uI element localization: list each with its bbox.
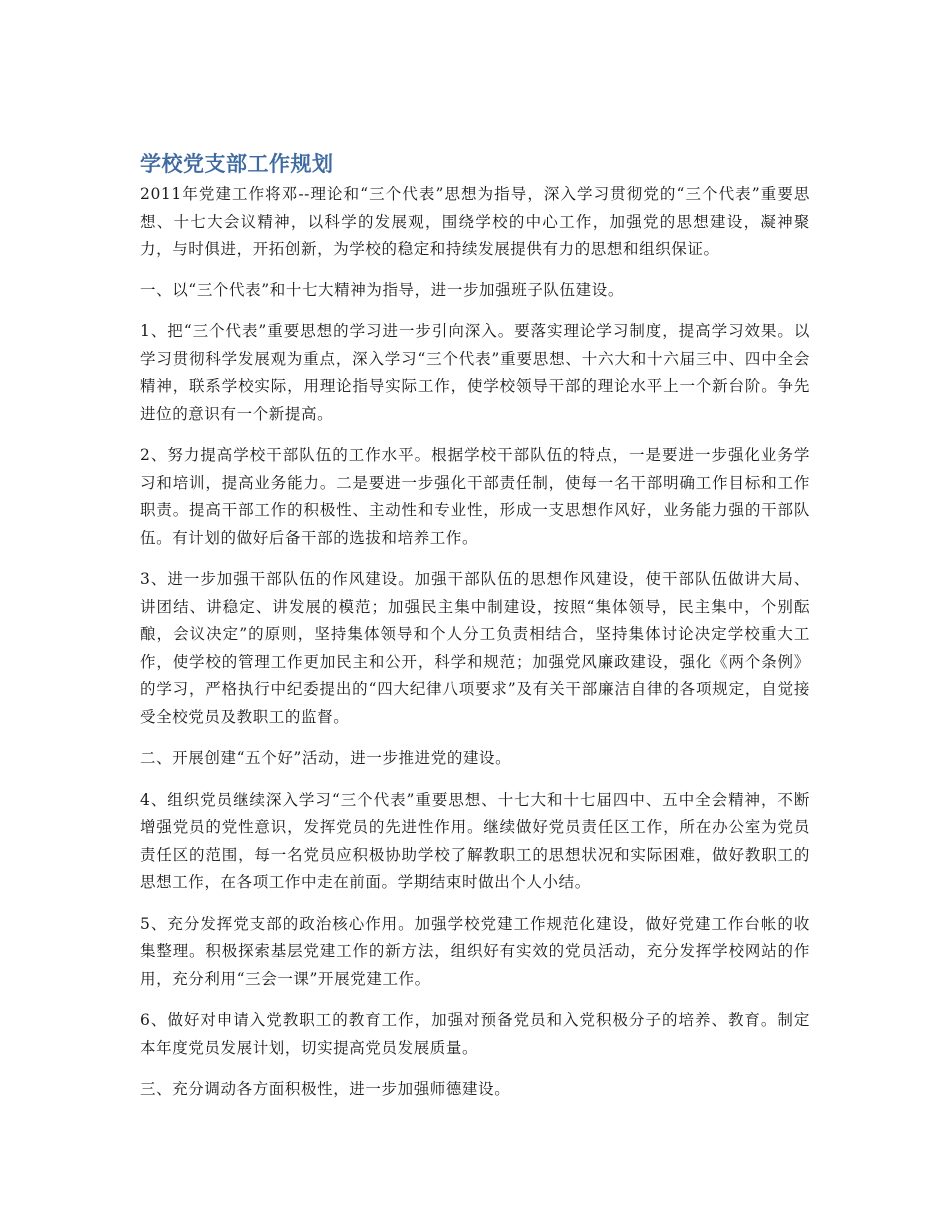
item-paragraph-4: 4、组织党员继续深入学习“三个代表”重要思想、十七大和十七届四中、五中全会精神，不断增强党员的党性意识，发挥党员的先进性作用。继续做好党员责任区工作，所在办公室为党员责任区的范围，每一名党员应积极协助学校了解教职工的思想状况和实际困难，做好教职工的思想工作，在各项工作中走在前面。学期结束时做出个人小结。 — [140, 790, 810, 891]
section-heading-1: 一、以“三个代表”和十七大精神为指导，进一步加强班子队伍建设。 — [140, 280, 624, 299]
item-paragraph-5: 5、充分发挥党支部的政治核心作用。加强学校党建工作规范化建设，做好党建工作台帐的收集整理。积极探索基层党建工作的新方法，组织好有实效的党员活动，充分发挥学校网站的作用，充分利用“三会一课”开展党建工作。 — [140, 914, 810, 988]
document-body — [140, 150, 810, 1118]
item-paragraph-1: 1、把“三个代表”重要思想的学习进一步引向深入。要落实理论学习制度，提高学习效果。以学习贯彻科学发展观为重点，深入学习“三个代表”重要思想、十六大和十六届三中、四中全会精神，联系学校实际，用理论指导实际工作，使学校领导干部的理论水平上一个新台阶。争先进位的意识有一个新提高。 — [140, 322, 810, 423]
item-paragraph-3: 3、进一步加强干部队伍的作风建设。加强干部队伍的思想作风建设，使干部队伍做讲大局、讲团结、讲稳定、讲发展的模范；加强民主集中制建设，按照“集体领导，民主集中，个别酝酿，会议决定”的原则，坚持集体领导和个人分工负责相结合，坚持集体讨论决定学校重大工作，使学校的管理工作更加民主和公开，科学和规范；加强党风廉政建设，强化《两个条例》的学习，严格执行中纪委提出的“四大纪律八项要求”及有关干部廉洁自律的各项规定，自觉接受全校党员及教职工的监督。 — [140, 570, 810, 726]
item-paragraph-2: 2、努力提高学校干部队伍的工作水平。根据学校干部队伍的特点，一是要进一步强化业务学习和培训，提高业务能力。二是要进一步强化干部责任制，使每一名干部明确工作目标和工作职责。提高干部工作的积极性、主动性和专业性，形成一支思想作风好，业务能力强的干部队伍。有计划的做好后备干部的选拔和培养工作。 — [140, 446, 810, 547]
section-heading-3: 三、充分调动各方面积极性，进一步加强师德建设。 — [140, 1080, 511, 1098]
intro-paragraph: 2011年党建工作将邓--理论和“三个代表”思想为指导，深入学习贯彻党的“三个代表”重要思想、十七大会议精神，以科学的发展观，围绕学校的中心工作，加强党的思想建设，凝神聚力，与时俱进，开拓创新，为学校的稳定和持续发展提供有力的思想和组织保证。 — [140, 185, 810, 258]
document-title: 学校党支部工作规划 — [140, 152, 334, 176]
item-paragraph-6: 6、做好对申请入党教职工的教育工作，加强对预备党员和入党积极分子的培养、教育。制定本年度党员发展计划，切实提高党员发展质量。 — [140, 1011, 810, 1057]
section-heading-2: 二、开展创建“五个好”活动，进一步推进党的建设。 — [140, 749, 512, 767]
